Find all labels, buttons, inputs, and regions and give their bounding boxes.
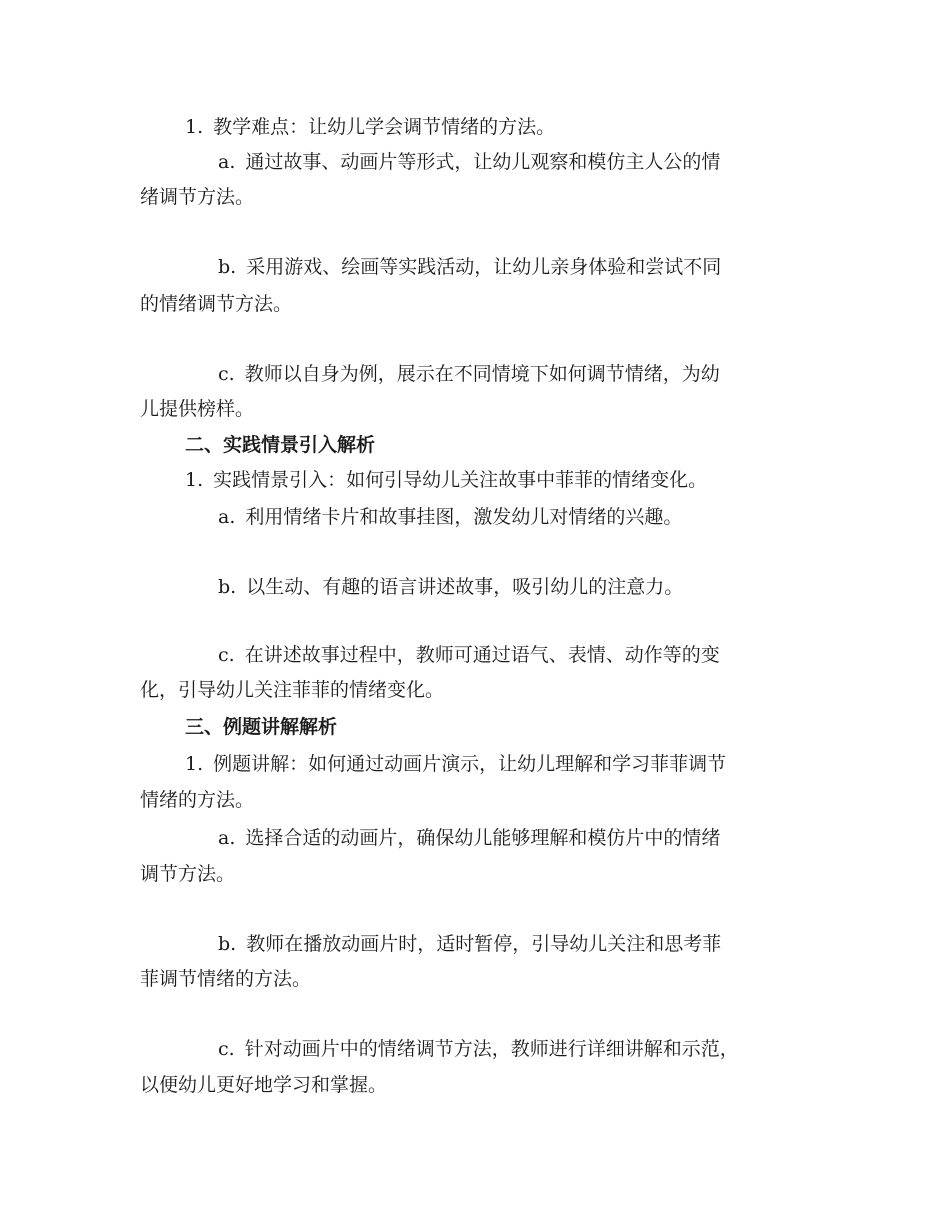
sub-item-c-line1 [218,362,720,386]
sub-item-letter: b. [218,933,237,955]
sub-item-letter: c. [218,1038,235,1060]
sub-item-letter: b. [218,256,237,278]
sub-item-text: 采用游戏、绘画等实践活动，让幼儿亲身体验和尝试不同 [246,256,722,278]
list-item-example-line2: 情绪的方法。 [140,789,255,811]
sub-item-letter: c. [218,644,235,666]
item-text: 例题讲解：如何通过动画片演示，让幼儿理解和学习菲菲调节 [213,753,727,775]
sub-item-text: 利用情绪卡片和故事挂图，激发幼儿对情绪的兴趣。 [245,506,683,528]
section-heading-practice: 二、实践情景引入解析 [185,434,376,456]
sub-item-letter: a. [218,151,236,173]
list-item-practice-intro [185,468,707,492]
sub-item-b-line1 [218,255,721,279]
sub-item-c-line1 [218,643,720,667]
sub-item-a-line2: 调节方法。 [140,863,236,885]
item-number: 1. [185,753,204,775]
item-number: 1. [185,469,204,491]
sub-item-b-line2: 菲调节情绪的方法。 [140,968,312,990]
sub-item-letter: c. [218,363,235,385]
sub-item-a-line1 [218,150,720,174]
list-item-example-line1 [185,752,726,776]
sub-item-text: 教师以自身为例，展示在不同情境下如何调节情绪，为幼 [244,363,720,385]
sub-item-text: 通过故事、动画片等形式，让幼儿观察和模仿主人公的情 [245,151,721,173]
sub-item-a-line1 [218,826,720,850]
sub-item-text: 在讲述故事过程中，教师可通过语气、表情、动作等的变 [244,644,720,666]
sub-item-a-line2: 绪调节方法。 [140,186,255,208]
sub-item-text: 选择合适的动画片，确保幼儿能够理解和模仿片中的情绪 [245,827,721,849]
sub-item-b-line1 [218,932,721,956]
item-text: 教学难点：让幼儿学会调节情绪的方法。 [213,116,556,138]
sub-item-b-line1 [218,575,683,599]
sub-item-c-line2: 以便幼儿更好地学习和掌握。 [140,1074,388,1096]
sub-item-a-line1 [218,505,682,529]
sub-item-letter: a. [218,827,236,849]
sub-item-text: 以生动、有趣的语言讲述故事，吸引幼儿的注意力。 [246,576,684,598]
sub-item-b-line2: 的情绪调节方法。 [140,293,293,315]
sub-item-text: 针对动画片中的情绪调节方法，教师进行详细讲解和示范， [244,1038,739,1060]
sub-item-c-line2: 化，引导幼儿关注菲菲的情绪变化。 [140,679,445,701]
item-text: 实践情景引入：如何引导幼儿关注故事中菲菲的情绪变化。 [213,469,708,491]
sub-item-letter: b. [218,576,237,598]
section-heading-example: 三、例题讲解解析 [185,716,338,738]
item-number: 1. [185,116,204,138]
sub-item-c-line1 [218,1037,739,1061]
sub-item-text: 教师在播放动画片时，适时暂停，引导幼儿关注和思考菲 [246,933,722,955]
list-item-difficulty [185,115,555,139]
sub-item-letter: a. [218,506,236,528]
sub-item-c-line2: 儿提供榜样。 [140,398,255,420]
